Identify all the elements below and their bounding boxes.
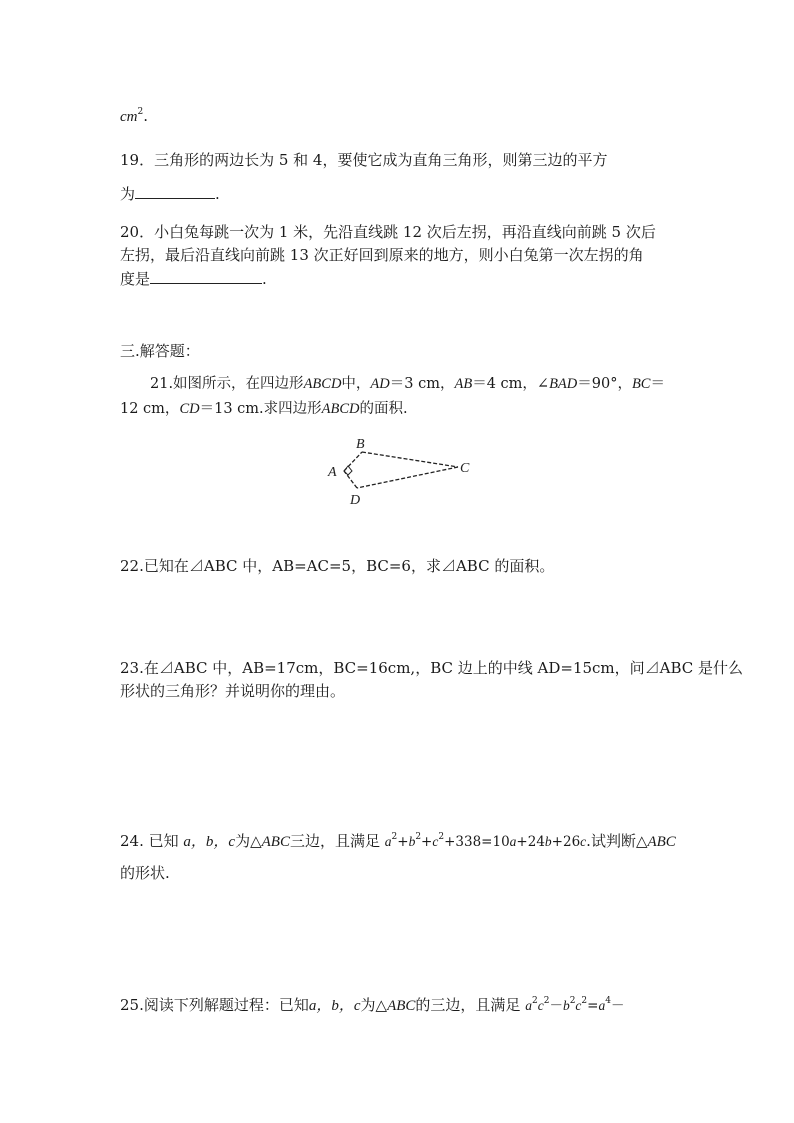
label-b: B bbox=[356, 437, 365, 452]
q25-line1: 25.阅读下列解题过程：已知a，b，c为△ABC的三边，且满足 $a^2c^2-b^2c^2=a^4-$ bbox=[120, 996, 625, 1014]
label-a: A bbox=[328, 465, 337, 480]
q24-line1: 24. 已知 a，b，c为△ABC三边，且满足 $a^2+b^2+c^2+338=10a+24b+26c$.试判断△ABC bbox=[120, 832, 676, 850]
q24-equation: $a^2+b^2+c^2+338=10a+24b+26c$ bbox=[384, 832, 587, 850]
q20-line1: 20．小白兔每跳一次为 1 米，先沿直线跳 12 次后左拐，再沿直线向前跳 5 次后 bbox=[120, 223, 656, 241]
q19-line1: 19．三角形的两边长为 5 和 4，要使它成为直角三角形，则第三边的平方 bbox=[120, 151, 608, 169]
quadrilateral-figure bbox=[322, 434, 482, 518]
q21-line2: 12 cm，CD＝13 cm.求四边形ABCD的面积. bbox=[120, 401, 408, 417]
quadrilateral-svg bbox=[322, 434, 482, 514]
q25-equation: $a^2c^2-b^2c^2=a^4-$ bbox=[525, 996, 625, 1014]
label-c: C bbox=[460, 461, 470, 476]
q18-unit: $cm^2$. bbox=[120, 107, 149, 125]
q20-line2: 左拐，最后沿直线向前跳 13 次正好回到原来的地方，则小白兔第一次左拐的角 bbox=[120, 246, 644, 264]
q21-line1: 21.如图所示，在四边形ABCD中，AD＝3 cm，AB＝4 cm，∠BAD＝90°，BC＝ bbox=[150, 376, 665, 392]
section-heading: 三.解答题： bbox=[120, 342, 200, 360]
q24-line2: 的形状. bbox=[120, 864, 170, 882]
q20-line3: 度是 . bbox=[120, 270, 267, 288]
label-d: D bbox=[350, 493, 361, 508]
side-cd bbox=[357, 467, 458, 488]
q20-answer-blank[interactable] bbox=[150, 269, 262, 284]
q23-line1: 23.在⊿ABC 中，AB=17cm，BC=16cm,，BC 边上的中线 AD=15cm，问⊿ABC 是什么 bbox=[120, 659, 744, 677]
q19-answer-blank[interactable] bbox=[135, 184, 215, 199]
q22-text: 22.已知在⊿ABC 中，AB=AC=5，BC=6，求⊿ABC 的面积。 bbox=[120, 557, 555, 575]
q23-line2: 形状的三角形？并说明你的理由。 bbox=[120, 682, 346, 700]
q19-line2: 为 . bbox=[120, 185, 220, 203]
side-bc bbox=[362, 452, 458, 467]
